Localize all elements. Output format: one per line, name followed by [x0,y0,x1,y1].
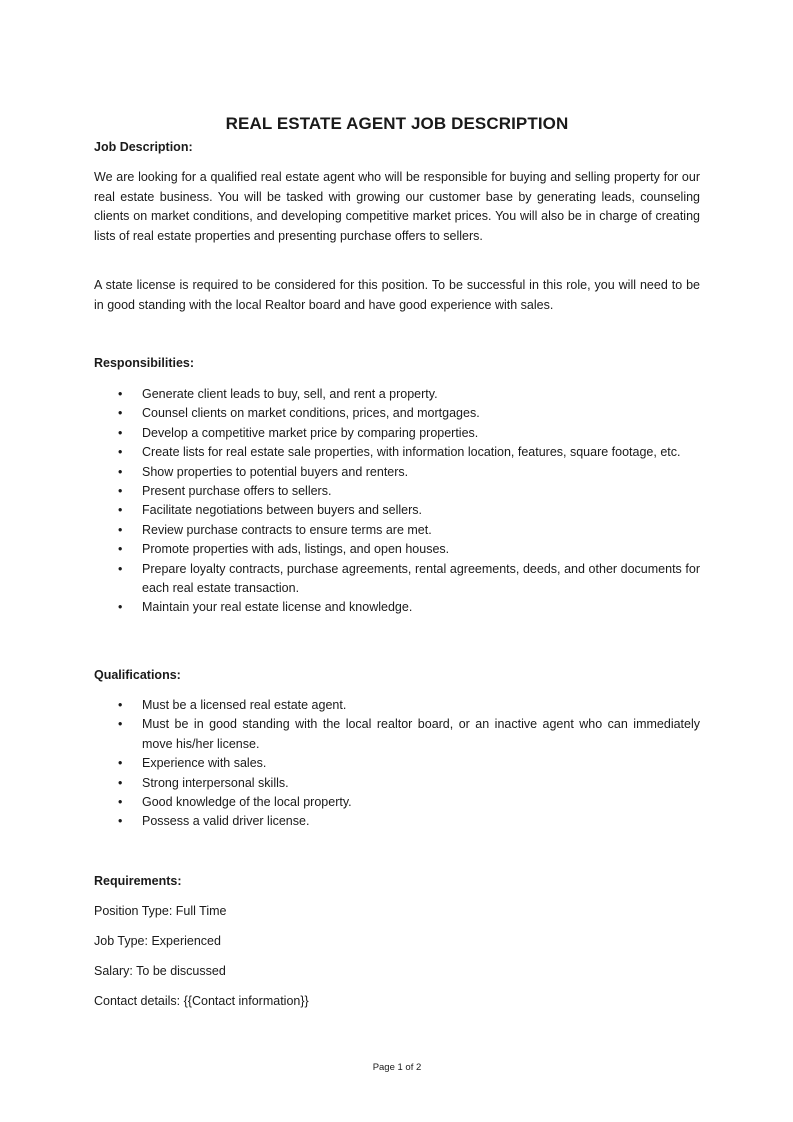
list-item [94,774,700,793]
list-item-text: Must be a licensed real estate agent. [142,698,347,712]
bullet-icon: • [118,522,123,537]
bullet-icon: • [118,775,123,790]
list-item-text: Strong interpersonal skills. [142,775,289,790]
bullet-icon: • [118,387,123,401]
bullet-icon: • [118,795,123,810]
list-item [94,754,700,773]
list-item-text: Facilitate negotiations between buyers and sellers. [142,503,423,518]
bullet-icon: • [118,717,123,732]
list-item [94,696,700,715]
list-item-text: Must be in good standing with the local realtor board, or an inactive agent who can immediately move his/her license. [142,717,700,751]
bullet-icon: • [118,503,123,518]
salary: Salary: To be discussed [94,964,226,978]
list-item-text: Promote properties with ads, listings, and open houses. [142,542,450,557]
list-item-text: Develop a competitive market price by comparing properties. [142,425,479,440]
list-item [94,443,700,462]
list-item-text: Possess a valid driver license. [142,814,310,829]
list-item [94,482,700,501]
document-page [94,0,700,1122]
list-item-text: Experience with sales. [142,756,267,771]
contact-details: Contact details: {{Contact information}} [94,994,309,1008]
list-item-text: Prepare loyalty contracts, purchase agreements, rental agreements, deeds, and other documents for each real estate transaction. [142,561,700,596]
bullet-icon: • [118,698,123,712]
qualifications-list [94,696,700,832]
position-type: Position Type: Full Time [94,904,227,918]
requirements-label: Requirements: [94,874,182,888]
list-item [94,560,700,599]
list-item-text: Good knowledge of the local property. [142,795,352,810]
list-item-text: Maintain your real estate license and knowledge. [142,600,413,615]
job-description-paragraph-2: A state license is required to be considered for this position. To be successful in this role, you will need to be in good standing with the local Realtor board and have good experience with sales. [94,278,700,312]
list-item [94,501,700,520]
list-item-text: Show properties to potential buyers and renters. [142,464,409,479]
list-item [94,463,700,482]
bullet-icon: • [118,756,123,771]
document-title: REAL ESTATE AGENT JOB DESCRIPTION [225,114,569,133]
bullet-icon: • [118,484,123,499]
list-item-text: Counsel clients on market conditions, prices, and mortgages. [142,406,480,421]
bullet-icon: • [118,445,123,460]
list-item [94,404,700,423]
qualifications-label: Qualifications: [94,668,181,682]
responsibilities-list [94,385,700,618]
responsibilities-label: Responsibilities: [94,356,195,370]
list-item [94,385,700,404]
bullet-icon: • [118,561,123,576]
bullet-icon: • [118,464,123,479]
job-description-label: Job Description: [94,140,193,154]
list-item [94,812,700,831]
bullet-icon: • [118,425,123,440]
bullet-icon: • [118,406,123,421]
list-item [94,598,700,617]
list-item [94,424,700,443]
bullet-icon: • [118,600,123,615]
list-item [94,521,700,540]
list-item-text: Present purchase offers to sellers. [142,484,332,499]
bullet-icon: • [118,542,123,557]
list-item-text: Create lists for real estate sale properties, with information location, features, square footage, etc. [142,445,681,460]
list-item [94,793,700,812]
list-item-text: Review purchase contracts to ensure terms are met. [142,522,432,537]
job-description-paragraph-1: We are looking for a qualified real estate agent who will be responsible for buying and selling property for our real estate business. You will be tasked with growing our customer base by generating leads, counseling clients on market conditions, and developing competitive market prices. You will also be in charge of creating lists of real estate properties and presenting purchase offers to sellers. [94,170,700,243]
page-number: Page 1 of 2 [372,1062,422,1073]
list-item-text: Generate client leads to buy, sell, and rent a property. [142,387,438,401]
job-type: Job Type: Experienced [94,934,221,948]
list-item [94,715,700,754]
bullet-icon: • [118,814,123,829]
list-item [94,540,700,559]
